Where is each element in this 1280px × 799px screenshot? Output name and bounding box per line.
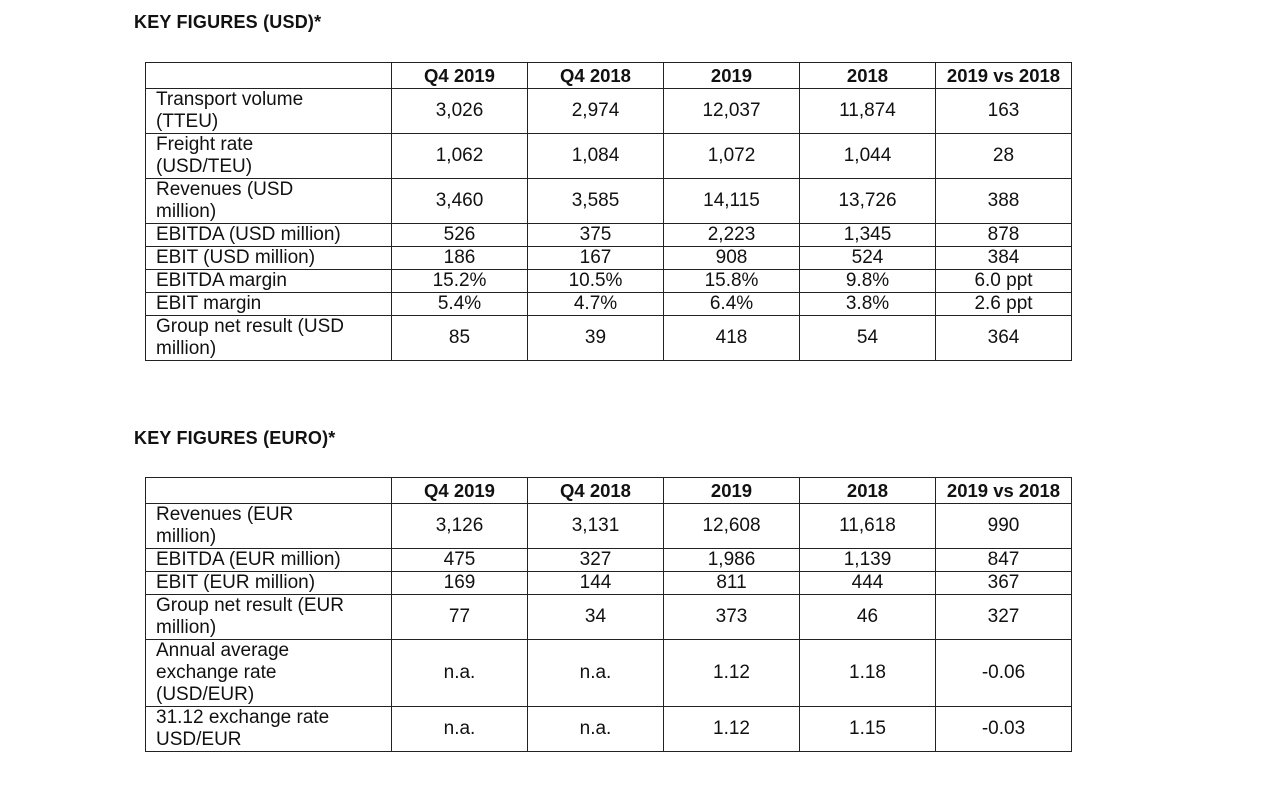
table-cell: 444: [800, 572, 936, 595]
row-label-line: exchange rate: [156, 662, 277, 683]
row-label-line: EBITDA (USD million): [156, 224, 341, 245]
row-label: [146, 707, 392, 752]
table-cell: 524: [800, 247, 936, 270]
table-cell: 1,986: [664, 549, 800, 572]
table-cell: 10.5%: [528, 270, 664, 293]
table-cell: 2,223: [664, 224, 800, 247]
row-label: [146, 293, 392, 316]
row-label-line: million): [156, 526, 217, 547]
table-cell: 327: [936, 595, 1072, 640]
table-cell: 1.15: [800, 707, 936, 752]
column-header: 2018: [800, 478, 936, 504]
row-label-line: Annual average: [156, 640, 290, 661]
table-cell: 54: [800, 316, 936, 361]
euro-section-title: KEY FIGURES (EURO)*: [134, 428, 336, 448]
row-label-line: (TTEU): [156, 111, 219, 132]
table-cell: 2,974: [528, 89, 664, 134]
table-row: [146, 707, 1072, 752]
column-header: 2019 vs 2018: [936, 63, 1072, 89]
row-label-line: 31.12 exchange rate: [156, 707, 330, 728]
table-cell: 13,726: [800, 179, 936, 224]
table-cell: 526: [392, 224, 528, 247]
table-cell: 327: [528, 549, 664, 572]
row-label-line: Revenues (USD: [156, 179, 294, 200]
row-label-line: EBITDA (EUR million): [156, 549, 341, 570]
table-cell: 77: [392, 595, 528, 640]
table-cell: 3,126: [392, 504, 528, 549]
table-cell: 373: [664, 595, 800, 640]
table-cell: 1,044: [800, 134, 936, 179]
row-label: [146, 134, 392, 179]
row-label-line: Group net result (USD: [156, 316, 344, 337]
column-header: 2019: [664, 478, 800, 504]
row-label-line: EBIT (USD million): [156, 247, 316, 268]
table-cell: 11,618: [800, 504, 936, 549]
table-cell: 367: [936, 572, 1072, 595]
table-cell: 1,062: [392, 134, 528, 179]
row-label: [146, 89, 392, 134]
table-cell: 186: [392, 247, 528, 270]
table-cell: 1,345: [800, 224, 936, 247]
table-row: [146, 549, 1072, 572]
table-cell: 3,460: [392, 179, 528, 224]
row-label-line: Freight rate: [156, 134, 254, 155]
table-cell: 14,115: [664, 179, 800, 224]
table-cell: 1.12: [664, 640, 800, 707]
row-label: [146, 224, 392, 247]
table-header-row: [146, 63, 1072, 89]
column-header: 2019: [664, 63, 800, 89]
row-label: [146, 504, 392, 549]
row-label-line: Group net result (EUR: [156, 595, 344, 616]
row-label-line: million): [156, 617, 217, 638]
row-label-line: USD/EUR: [156, 729, 242, 750]
column-header: Q4 2018: [528, 63, 664, 89]
row-label-line: Transport volume: [156, 89, 304, 110]
table-cell: 28: [936, 134, 1072, 179]
row-label-line: Revenues (EUR: [156, 504, 294, 525]
row-label-line: EBITDA margin: [156, 270, 287, 291]
column-header-blank: [146, 63, 392, 89]
table-cell: 5.4%: [392, 293, 528, 316]
table-row: [146, 640, 1072, 707]
table-row: [146, 224, 1072, 247]
table-cell: 1,084: [528, 134, 664, 179]
table-row: [146, 504, 1072, 549]
usd-section-title: KEY FIGURES (USD)*: [134, 12, 322, 32]
table-cell: n.a.: [392, 640, 528, 707]
table-cell: 167: [528, 247, 664, 270]
column-header: 2018: [800, 63, 936, 89]
table-row: [146, 134, 1072, 179]
table-cell: 12,608: [664, 504, 800, 549]
table-header-row: [146, 478, 1072, 504]
column-header: Q4 2018: [528, 478, 664, 504]
table-cell: 388: [936, 179, 1072, 224]
euro-key-figures-table: [145, 477, 1072, 752]
table-row: [146, 572, 1072, 595]
column-header: Q4 2019: [392, 478, 528, 504]
table-cell: 144: [528, 572, 664, 595]
table-cell: 3,585: [528, 179, 664, 224]
table-cell: 908: [664, 247, 800, 270]
row-label: [146, 270, 392, 293]
table-row: [146, 89, 1072, 134]
row-label-line: EBIT margin: [156, 293, 262, 314]
table-row: [146, 179, 1072, 224]
table-cell: 1.18: [800, 640, 936, 707]
row-label: [146, 316, 392, 361]
row-label: [146, 595, 392, 640]
table-row: [146, 247, 1072, 270]
table-cell: 46: [800, 595, 936, 640]
row-label: [146, 247, 392, 270]
row-label-line: (USD/TEU): [156, 156, 253, 177]
table-row: [146, 270, 1072, 293]
row-label: [146, 549, 392, 572]
table-cell: 2.6 ppt: [936, 293, 1072, 316]
table-cell: 1.12: [664, 707, 800, 752]
table-row: [146, 316, 1072, 361]
table-cell: 3.8%: [800, 293, 936, 316]
table-cell: 878: [936, 224, 1072, 247]
table-cell: 384: [936, 247, 1072, 270]
table-row: [146, 595, 1072, 640]
row-label-line: million): [156, 338, 217, 359]
table-cell: 3,131: [528, 504, 664, 549]
table-cell: 418: [664, 316, 800, 361]
row-label: [146, 640, 392, 707]
table-cell: 3,026: [392, 89, 528, 134]
table-cell: -0.03: [936, 707, 1072, 752]
table-cell: n.a.: [392, 707, 528, 752]
table-cell: 163: [936, 89, 1072, 134]
table-cell: 6.0 ppt: [936, 270, 1072, 293]
table-cell: 85: [392, 316, 528, 361]
table-cell: 990: [936, 504, 1072, 549]
table-cell: 15.2%: [392, 270, 528, 293]
row-label-line: (USD/EUR): [156, 684, 255, 705]
table-cell: 15.8%: [664, 270, 800, 293]
table-cell: 364: [936, 316, 1072, 361]
column-header: Q4 2019: [392, 63, 528, 89]
table-cell: 34: [528, 595, 664, 640]
row-label: [146, 572, 392, 595]
table-cell: 169: [392, 572, 528, 595]
table-cell: n.a.: [528, 707, 664, 752]
table-cell: 4.7%: [528, 293, 664, 316]
table-cell: 847: [936, 549, 1072, 572]
table-cell: 12,037: [664, 89, 800, 134]
column-header-blank: [146, 478, 392, 504]
row-label-line: EBIT (EUR million): [156, 572, 316, 593]
table-cell: 9.8%: [800, 270, 936, 293]
table-row: [146, 293, 1072, 316]
column-header: 2019 vs 2018: [936, 478, 1072, 504]
table-cell: 1,072: [664, 134, 800, 179]
table-cell: 11,874: [800, 89, 936, 134]
table-cell: 475: [392, 549, 528, 572]
table-cell: 6.4%: [664, 293, 800, 316]
usd-key-figures-table: [145, 62, 1072, 361]
row-label: [146, 179, 392, 224]
row-label-line: million): [156, 201, 217, 222]
table-cell: 811: [664, 572, 800, 595]
table-cell: 1,139: [800, 549, 936, 572]
table-cell: 375: [528, 224, 664, 247]
table-cell: -0.06: [936, 640, 1072, 707]
table-cell: 39: [528, 316, 664, 361]
table-cell: n.a.: [528, 640, 664, 707]
